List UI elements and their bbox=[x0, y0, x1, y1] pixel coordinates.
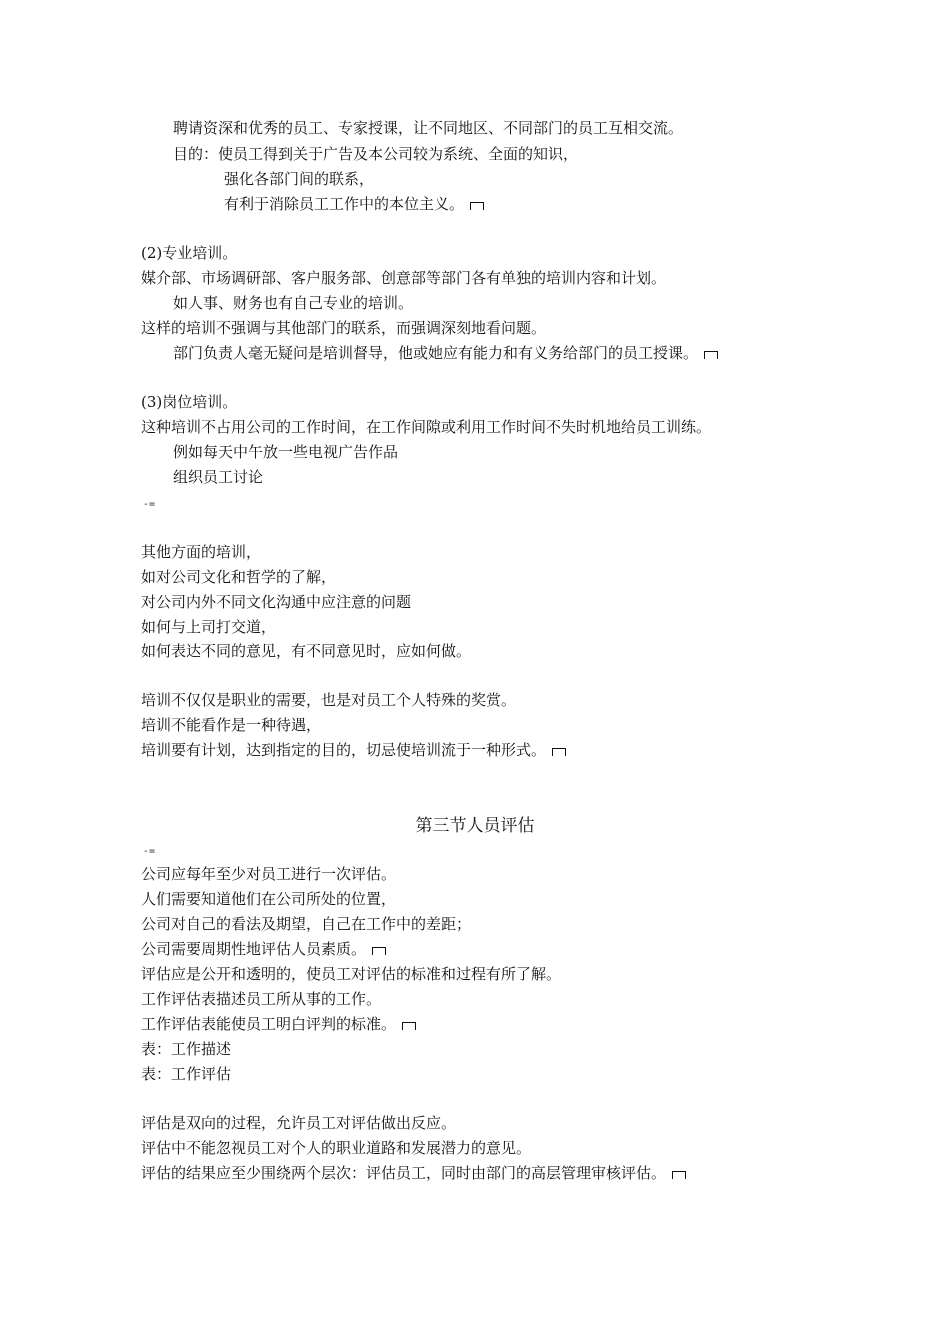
text-line-with-mark bbox=[173, 343, 718, 363]
paragraph-mark-icon bbox=[372, 947, 386, 955]
text-line: 这种培训不占用公司的工作时间，在工作间隙或利用工作时间不失时机地给员工训练。 bbox=[141, 418, 712, 436]
text-line: 组织员工讨论 bbox=[173, 468, 264, 486]
text-line: 如人事、财务也有自己专业的培训。 bbox=[173, 294, 414, 312]
text-line: 强化各部门间的联系， bbox=[224, 170, 375, 188]
paragraph-mark-icon bbox=[672, 1171, 686, 1179]
text-line: 这样的培训不强调与其他部门的联系，而强调深刻地看问题。 bbox=[141, 319, 547, 337]
text-line: 有利于消除员工工作中的本位主义。 bbox=[224, 195, 465, 213]
text-line: 媒介部、市场调研部、客户服务部、创意部等部门各有单独的培训内容和计划。 bbox=[141, 269, 667, 287]
text-line: 如对公司文化和哲学的了解， bbox=[141, 568, 337, 586]
text-line: 培训要有计划，达到指定的目的，切忌使培训流于一种形式。 bbox=[141, 741, 547, 759]
text-line: 公司需要周期性地评估人员素质。 bbox=[141, 940, 367, 958]
text-line: 聘请资深和优秀的员工、专家授课，让不同地区、不同部门的员工互相交流。 bbox=[173, 119, 684, 137]
subsection-title: (3)岗位培训。 bbox=[141, 393, 238, 411]
text-line: 评估的结果应至少围绕两个层次：评估员工，同时由部门的高层管理审核评估。 bbox=[141, 1164, 667, 1182]
text-line-with-mark bbox=[141, 1163, 686, 1183]
break-marker: -= bbox=[143, 499, 156, 510]
text-line: 培训不仅仅是职业的需要，也是对员工个人特殊的奖赏。 bbox=[141, 691, 517, 709]
text-line: 其他方面的培训， bbox=[141, 543, 262, 561]
subsection-title: (2)专业培训。 bbox=[141, 244, 238, 262]
text-line: 如何与上司打交道， bbox=[141, 618, 277, 636]
text-line: 评估是双向的过程，允许员工对评估做出反应。 bbox=[141, 1114, 457, 1132]
text-line-with-mark bbox=[224, 194, 484, 214]
text-line: 例如每天中午放一些电视广告作品 bbox=[173, 443, 399, 461]
text-line-with-mark bbox=[141, 939, 386, 959]
text-line: 公司应每年至少对员工进行一次评估。 bbox=[141, 865, 397, 883]
text-line: 人们需要知道他们在公司所处的位置， bbox=[141, 890, 397, 908]
text-line: 工作评估表描述员工所从事的工作。 bbox=[141, 990, 382, 1008]
table-caption: 表：工作评估 bbox=[141, 1065, 232, 1083]
table-caption: 表：工作描述 bbox=[141, 1040, 232, 1058]
text-line-with-mark bbox=[141, 1014, 416, 1034]
text-line: 公司对自己的看法及期望，自己在工作中的差距； bbox=[141, 915, 472, 933]
paragraph-mark-icon bbox=[704, 351, 718, 359]
text-line: 对公司内外不同文化沟通中应注意的问题 bbox=[141, 593, 412, 611]
text-line: 评估中不能忽视员工对个人的职业道路和发展潜力的意见。 bbox=[141, 1139, 532, 1157]
text-line: 如何表达不同的意见，有不同意见时，应如何做。 bbox=[141, 642, 472, 660]
text-line: 目的：使员工得到关于广告及本公司较为系统、全面的知识， bbox=[173, 145, 579, 163]
paragraph-mark-icon bbox=[470, 202, 484, 210]
paragraph-mark-icon bbox=[552, 748, 566, 756]
paragraph-mark-icon bbox=[402, 1022, 416, 1030]
text-line: 部门负责人毫无疑问是培训督导，他或她应有能力和有义务给部门的员工授课。 bbox=[173, 344, 699, 362]
break-marker: -= bbox=[143, 846, 156, 857]
text-line: 培训不能看作是一种待遇， bbox=[141, 716, 322, 734]
section-heading: 第三节人员评估 bbox=[415, 816, 535, 836]
text-line-with-mark bbox=[141, 740, 566, 760]
text-line: 工作评估表能使员工明白评判的标准。 bbox=[141, 1015, 397, 1033]
text-line: 评估应是公开和透明的，使员工对评估的标准和过程有所了解。 bbox=[141, 965, 562, 983]
